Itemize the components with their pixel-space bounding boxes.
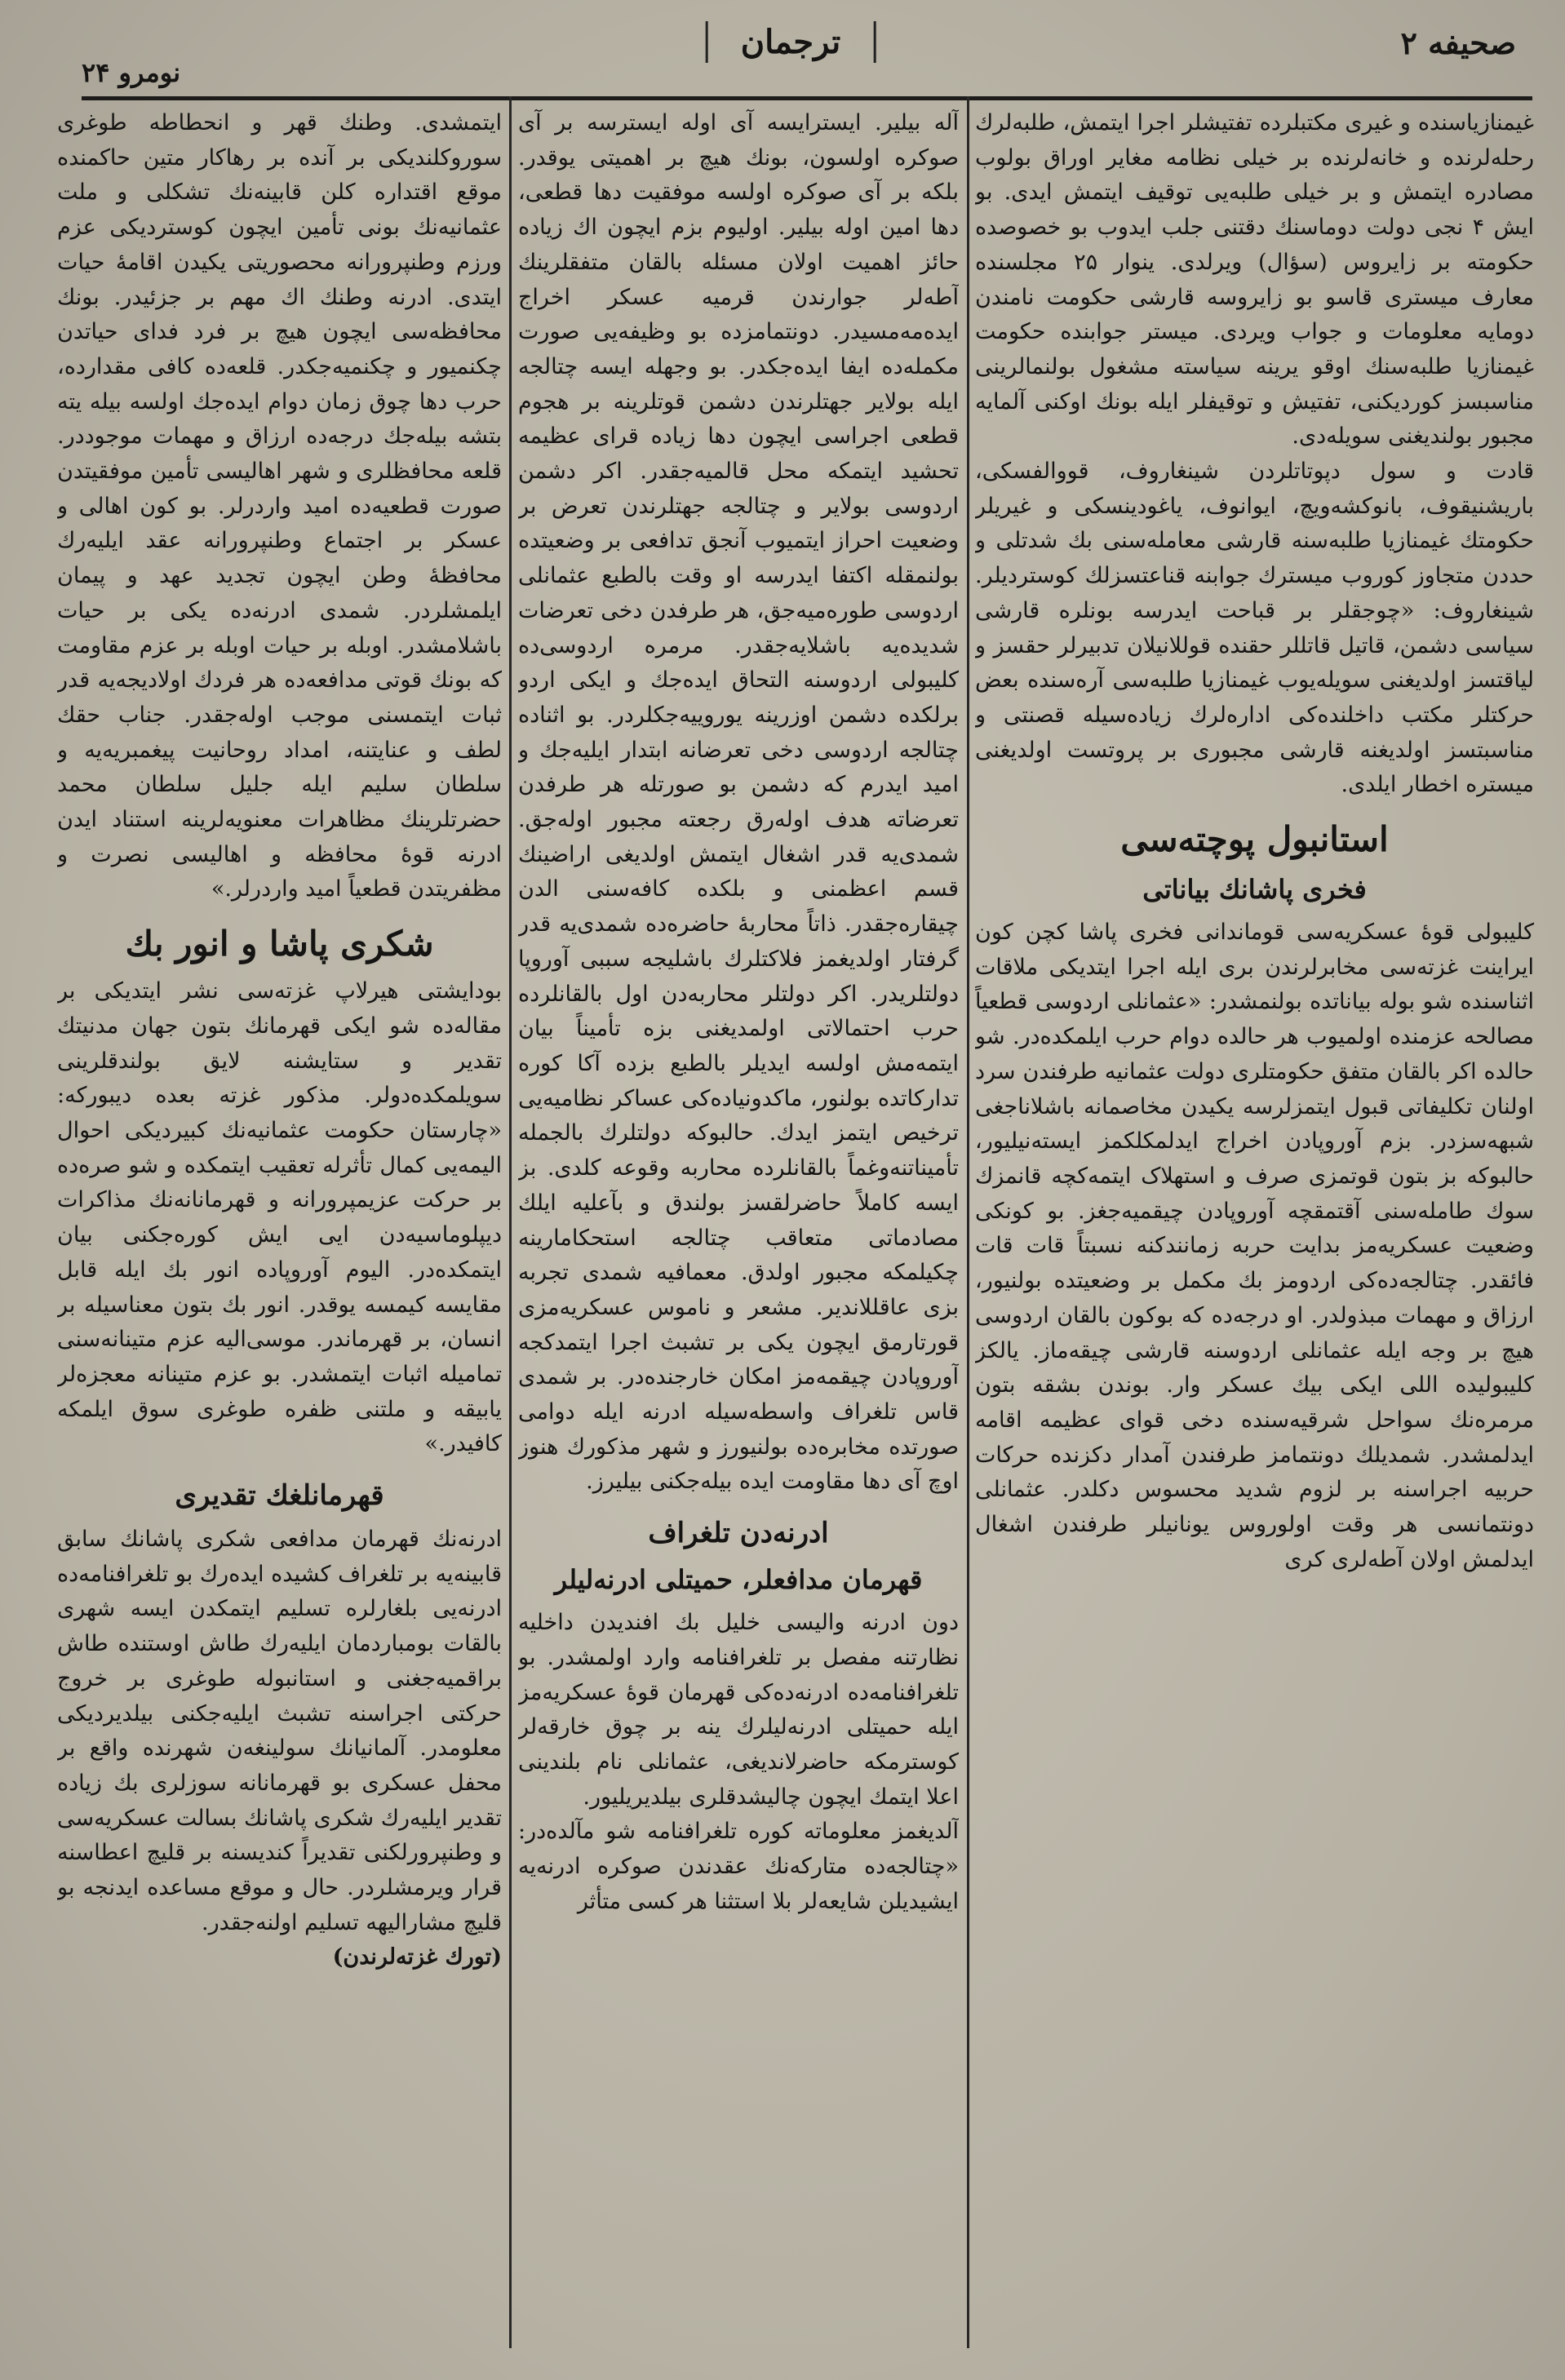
- article-paragraph: آله بیلیر. ایسترایسه آی اوله ایسترسه بر آی صوکره اولسون، بونك هیچ بر اهمیتی یوقدر. بلکه بر آی صوکره اولسه موفقیت دها قطعی، دها امین اوله بیلیر. اولیوم بزم ایچون اك زیاده حائز اهمیت اولان مسئله بالقان متفقلرینك آطه‌لر جوارندن قرمیه عسکر اخراج ایده‌مه‌مسیدر. دونتمامزده بو وظیفه‌یی صورت مکمله‌ده ایفا ایده‌جکدر. بو وجهله ایسه چتالجه ایله بولایر جهتلرندن دشمن قوتلرینه بر هجوم قطعی اجراسی ایچون دها زیاده قرای عظیمه تحشید ایتمکه محل قالمیه‌جقدر. اکر دشمن اردوسی بولایر و چتالجه جهتلرندن تعرض بر وضعیت احراز ایتمیوب آنجق تدافعی بر وضعیتده بولنمقله اکتفا ایدرسه او وقت بالطبع عثمانلی اردوسی طوره‌میه‌جق، هر طرفدن دخی تعرضات شدیده‌یه باشلایه‌جقدر. مرمره اردوسی‌ده کلیبولی اردوسنه التحاق ایده‌جك و ایکی اردو برلکده دشمن اوزرینه یوروییه‌جکلردر. بو اثناده چتالجه اردوسی دخی تعرضانه ابتدار ایلیه‌جك و امید ایدرم که دشمن بو صورتله هر طرفدن تعرضاته هدف اوله‌رق رجعته مجبور اوله‌جق. شمدی‌یه قدر اشغال ایتمش اولدیغی اراضینك قسم اعظمنی و بلکده کافه‌سنی الدن چیقاره‌جقدر. ذاتاً محاربهٔ حاضره‌ده شمدی‌یه قدر گرفتار اولدیغمز فلاکتلرك باشلیجه سببی آوروپا دولتلریدر. اکر دولتلر محاربه‌دن اول بالقانلرده حرب احتمالاتی اولمدیغنی بزه تأمیناً بیان ایتمه‌مش اولسه ایدیلر بالطبع بزده آکا کوره تدارکاتده بولنور، ماکدونیاده‌کی عساکر نظامیه‌یی ترخیص ایتمز ایدك. حالبوکه دولتلرك بالجمله تأمیناتنه‌وغماً بالقانلرده محاربه وقوعه کلدی. بز ایسه کاملاً حاضرلقسز بولندق و بآعلیه ایلك مصادماتی متعاقب چتالجه استحکامارینه چکیلمکه مجبور اولدق. معمافیه شمدی تجربه بزی عاقللاندیر. مشعر و ناموس عسکریه‌مزی قورتارمق ایچون یکی بر تشبث اجرا ایتمدکجه آوروپادن چیقمه‌مز امکان خارجنده‌در. بر شمدی قاس تلغراف واسطه‌سیله ادرنه ایله دوامی صورتده مخابره‌ده بولنیورز و شهر مذکورك هنوز اوچ آی دها مقاومت ایده بیله‌جکنی بیلیرز.: [518, 110, 959, 1495]
- article-paragraph: کلیبولی قوهٔ عسکریه‌سی قوماندانی فخری پاشا کچن کون ایراینت غزته‌سی مخابرلرندن بری ایله اجرا ایتدیکی ملاقات اثناسنده شو بوله بیاناتده بولنمشدر: «عثمانلی اردوسی قطعیاً مصالحه عزمنده اولمیوب هر حالده دوام حرب ایلمکده‌در. شو حالده اکر بالقان متفق حکومتلری دولت عثمانیه طرفندن سرد اولنان تکلیفاتی قبول ایتمزلرسه یکیدن مخاصمانه باشلاناجغی شبهه‌سزدر. بزم آوروپادن اخراج ایدلمکلکمز ایسته‌نیلیور، حالبوکه بز بتون قوتمزی صرف و استهلاک ایتمه‌کچه قانمزك سوك طامله‌سنی آقتمقچه آوروپادن چیقمیه‌جغز. بو کونکی وضعیت عسکریه‌مز بدایت حربه زمانندکنه نسبتاً قات قات فائقدر. چتالجه‌ده‌کی اردومز بك مکمل بر وضعیتده بولنیور، ارزاق و مهمات مبذولدر. او درجه‌ده که بوکون بالقان اردوسی هیچ بر وجه ایله عثمانلی اردوسنه قارشی چیقه‌ماز. یالکز کلیبولیده اللی ایکی بیك عسکر وار. بوندن بشقه بتون مرمره‌نك سواحل شرقیه‌سنده دخی قوای عظیمه اقامه ایدلمشدر. شمدیلك دونتمامز طرفندن آمدار دکزنده حرکات حربیه اجراسنه بر لزوم شدید محسوس دکلدر. عثمانلی دونتمانسی هر وقت اولوروس یونانیلر طرفندن اشغال ایدلمش اولان آطه‌لری کری: [975, 920, 1534, 1572]
- column-divider: [967, 96, 969, 2348]
- article-heading: شکری پاشا و انور بك: [125, 924, 434, 964]
- column-right: [975, 106, 1534, 2342]
- header-rule: [82, 96, 1532, 100]
- masthead: [49, 15, 1532, 96]
- newspaper-title: ترجمان: [706, 21, 876, 63]
- source-credit: (تورك غزته‌لرندن): [332, 1944, 502, 1970]
- article-subheading: فخری پاشانك بیاناتی: [1142, 874, 1367, 906]
- article-paragraph: بودایشتی هیرلاپ غزته‌سی نشر ایتدیکی بر مقاله‌ده شو ایکی قهرمانك بتون جهان مدنیتك تقدیر و ستایشنه لایق بولندقلرینی سویلمکده‌دولر. مذکور غزته بعده دیبورکه: «چارستان حکومت عثمانیه‌نك کبیردیکی احوال الیمه‌یی کمال تأثرله تعقیب ایتمکده و شو صره‌ده بر حرکت عزیمپرورانه و قهرمانانه‌نك مذاکرات دیپلوماسیه‌دن ایی ایش کوره‌جکنی بیان ایتمکده‌در. الیوم آوروپاده انور بك ایله قابل مقایسه کیمسه یوقدر. انور بك بتون معناسیله بر انسان، بر قهرماندر. موسی‌الیه عزم متینانه‌سنی تمامیله اثبات ایتمشدر. بو عزم متینانه معجزه‌لر یابیقه و ملتنی ظفره طوغری سوق ایلمکه کافیدر.»: [57, 978, 502, 1457]
- article-heading: ادرنه‌دن تلغراف: [648, 1517, 829, 1550]
- article-paragraph: دون ادرنه والیسی خلیل بك افندیدن داخلیه نظارتنه مفصل بر تلغرافنامه وارد اولمشدر. بو تلغرافنامه‌ده ادرنه‌ده‌کی قهرمان قوهٔ عسکریه‌مز ایله حمیتلی ادرنه‌لیلرك ینه بر چوق خارقه‌لر کوسترمکه حاضرلاندیغی، عثمانلی نام بلندینی اعلا ایتمك ایچون چالیشدقلری بیلدیریلیور.: [518, 1610, 959, 1810]
- issue-number: نومرو ۲۴: [82, 57, 181, 88]
- column-left: [57, 106, 502, 2342]
- article-paragraph: غیمنازیاسنده و غیری مکتبلرده تفتیشلر اجرا ایتمش، طلبه‌لرك رحله‌لرنده و خانه‌لرنده بر خیلی نظامه مغایر اوراق بولوب مصادره ایتمش و بر خیلی طلبه‌یی توقیف ایتمش ایدی. بو ایش ۴ نجی دولت دوماسنك دقتنی جلب ایدوب بو خصوصده حکومته بر زایروس (سؤال) ویرلدی. ینوار ۲۵ مجلسنده معارف میستری قاسو بو زایروسه قارشی حکومت نامندن دومایه معلومات و جواب ویردی. میستر جوابنده حکومت غیمنازیا طلبه‌سنك اوقو یرینه سیاسته مشغول بولنمالرینی مناسبسز کوردیکنی، تفتیش و توقیفلر ایله بونك اوکنی آلمایه مجبور بولندیغنی سویله‌دی.: [975, 110, 1534, 450]
- article-paragraph: ادرنه‌نك قهرمان مدافعی شکری پاشانك سابق قابینه‌یه بر تلغراف کشیده ایده‌رك بو تلغرافنامه‌ده ادرنه‌یی بلغارلره تسلیم ایتمکدن ایسه شهری بالقات بومباردمان ایلیه‌رك طاش اوستنده طاش براقمیه‌جغنی و استانبوله طوغری بر خروج حرکتی اجراسنه تشبث ایلیه‌جکنی بیلدیردیکی معلومدر. آلمانیانك سولینغه‌ن شهرنده واقع بر محفل عسکری بو قهرمانانه سوزلری بك زیاده تقدیر ایلیه‌رك شکری پاشانك بسالت عسکریه‌سی و وطنپرورلکنی تقدیراً کندیسنه بر قلیچ اعطاسنه قرار ویرمشلردر. حال و موقع مساعده ایدنجه بو قلیچ مشارالیهه تسلیم اولنه‌جقدر.: [57, 1527, 502, 1935]
- article-heading: استانبول پوچته‌سی: [1120, 819, 1389, 860]
- column-divider: [509, 96, 512, 2348]
- article-heading: قهرمانلغك تقدیری: [175, 1479, 384, 1513]
- column-middle: [518, 106, 959, 2342]
- page-number: صحیفه ۲: [1400, 24, 1516, 61]
- article-paragraph: قادت و سول دپوتاتلردن شینغاروف، قووالفسکی، باریشنیقوف، بانوکشه‌ویچ، ایوانوف، یاغودینسکی و غیریلر حکومتك غیمنازیا طلبه‌سنه قارشی معامله‌سنی بك شدتلی و حددن متجاوز کوروب میسترك جوابنه قناعتسزلك کوستردیلر. شینغاروف: «چوجقلر بر قباحت ایدرسه بونلره قارشی سیاسی دشمن، قاتیل قاتللر حقنده قوللانیلان تدبیرلر حقسز و لیاقتسز اولدیغنی سویله‌یوب غیمنازیا طلبه‌سی آره‌سنده بعض حرکتلر مکتب داخلنده‌کی اداره‌لرك زیاده‌سیله قصنتی و مناسبتسز اولدیغنه قارشی مجبوری بر پروتست اولدیغنی میستره اخطار ایلدی.: [975, 459, 1534, 798]
- article-subheading: قهرمان مدافعلر، حمیتلی ادرنه‌لیلر: [554, 1564, 923, 1596]
- article-paragraph: آلدیغمز معلوماته کوره تلغرافنامه شو مآلده‌در: «چتالجه‌ده متارکه‌نك عقدندن صوکره ادرنه‌یه ایشیدیلن شایعه‌لر بلا استثنا هر کسی متأثر: [518, 1819, 959, 1914]
- article-paragraph: ایتمشدی. وطنك قهر و انحطاطه طوغری سوروکلندیکی بر آنده بر رهاکار متین حاکمنده موقع اقتداره کلن قابینه‌نك تشکلی و ملت عثمانیه‌نك بونی تأمین ایچون کوستردیکی عزم ورزم وطنپرورانه محصوریتی یکیدن اقامهٔ حیات ایتدی. ادرنه وطنك اك مهم بر جزئیدر. بونك محافظه‌سی ایچون هیچ بر فرد فدای حیاتدن چکنمیور و چکنمیه‌جکدر. قلعه‌ده کافی مقدارده، حرب دها چوق زمان دوام ایده‌جك اولسه بیله یته بتشه بیله‌جك درجه‌ده ارزاق و مهمات موجوددر. قلعه محافظلری و شهر اهالیسی تأمین موفقیتدن صورت قطعیه‌ده امید واردرلر. بو کون اهالی و عسکر بر اجتماع وطنپرورانه عقد ایلیه‌رك محافظهٔ وطن ایچون تجدید عهد و پیمان ایلمشلردر. شمدی ادرنه‌ده یکی بر حیات باشلامشدر. اوبله بر حیات اوبله بر عزم مقاومت که بونك قوتی مدافعه‌ده هر فردك اولادیجه‌یه قدر ثبات ایتمسنی موجب اوله‌جقدر. جناب حقك لطف و عنایتنه، امداد روحانیت پیغمبریه‌یه و سلطان سلیم ایله جلیل سلطان محمد حضرتلرینك مظاهرات معنویه‌لرینه استناد ایدن ادرنه قوهٔ محافظه و اهالیسی نصرت و مظفریتدن قطعیاً امید واردرلر.»: [57, 110, 502, 902]
